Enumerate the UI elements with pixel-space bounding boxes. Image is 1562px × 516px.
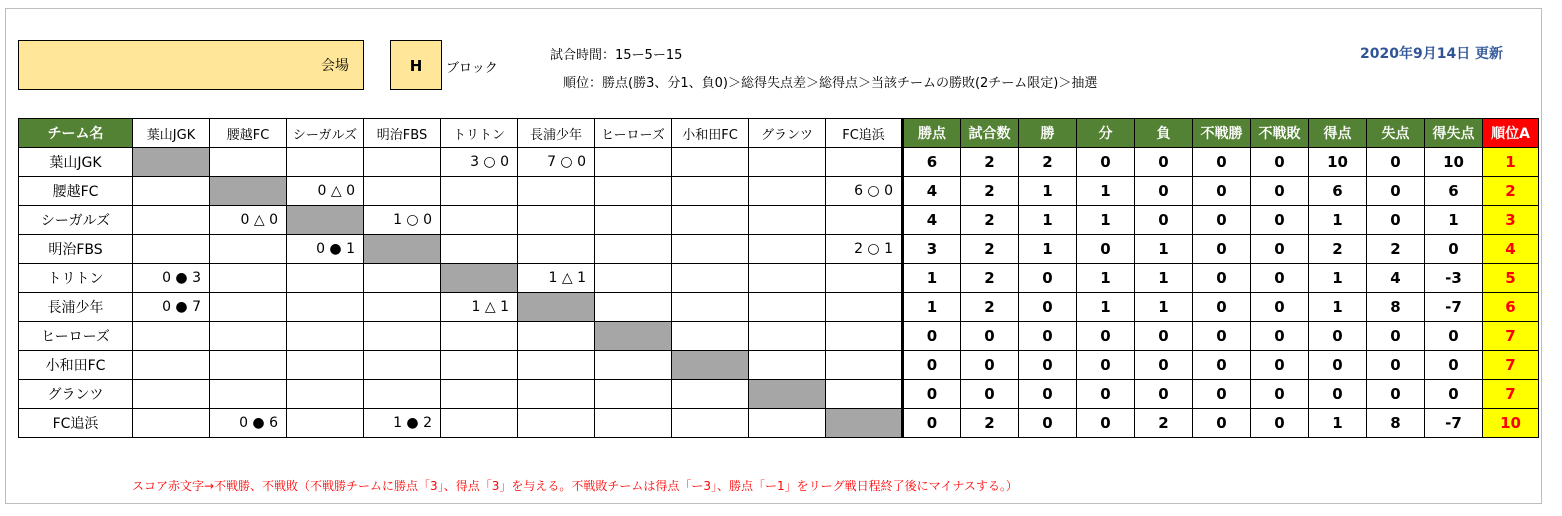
stat-cell: 1 [1135, 264, 1193, 293]
venue-label: 会場 [321, 58, 349, 74]
stat-cell: 0 [1251, 177, 1309, 206]
result-cell [672, 409, 749, 438]
stat-cell: 0 [1193, 148, 1251, 177]
table-row [19, 351, 1539, 380]
table-row [19, 380, 1539, 409]
team-name-cell: シーガルズ [19, 206, 133, 235]
stat-cell: 0 [1309, 322, 1367, 351]
stat-cell: 6 [1425, 177, 1483, 206]
league-table [18, 118, 1539, 438]
stat-cell: 4 [1367, 264, 1425, 293]
result-cell [826, 322, 903, 351]
result-cell [364, 380, 441, 409]
result-cell: 7 ○ 0 [518, 148, 595, 177]
stat-cell: 0 [1425, 322, 1483, 351]
stat-cell: 0 [1367, 177, 1425, 206]
stat-cell: 1 [1309, 293, 1367, 322]
stat-header-wins: 勝 [1019, 119, 1077, 148]
stat-cell: 4 [903, 206, 961, 235]
result-cell [826, 148, 903, 177]
stat-cell: 0 [1425, 351, 1483, 380]
result-cell: 1 △ 1 [518, 264, 595, 293]
match-time: 試合時間：15ー5ー15 [550, 48, 683, 63]
stat-cell: 0 [1135, 206, 1193, 235]
stat-cell: -7 [1425, 409, 1483, 438]
stat-cell: 10 [1425, 148, 1483, 177]
rank-cell: 3 [1483, 206, 1539, 235]
result-cell [210, 235, 287, 264]
table-row [19, 206, 1539, 235]
result-cell [518, 409, 595, 438]
stat-cell: 0 [1193, 293, 1251, 322]
self-match-cell [441, 264, 518, 293]
stat-cell: 0 [1019, 264, 1077, 293]
result-cell [287, 380, 364, 409]
result-cell [441, 409, 518, 438]
stat-cell: 1 [1309, 264, 1367, 293]
stat-cell: 0 [1251, 380, 1309, 409]
result-cell [210, 351, 287, 380]
stat-cell: 0 [1425, 235, 1483, 264]
result-cell [518, 206, 595, 235]
stat-cell: 0 [1077, 148, 1135, 177]
stat-cell: 0 [903, 380, 961, 409]
stat-cell: 0 [1251, 264, 1309, 293]
team-name-cell: FC追浜 [19, 409, 133, 438]
stat-cell: 0 [1251, 206, 1309, 235]
result-cell [364, 177, 441, 206]
opponent-header: 明治FBS [364, 119, 441, 148]
stat-cell: 0 [1251, 409, 1309, 438]
stat-cell: 0 [903, 409, 961, 438]
stat-cell: 0 [1135, 351, 1193, 380]
stat-cell: 0 [961, 380, 1019, 409]
stat-cell: 2 [961, 409, 1019, 438]
stat-cell: 0 [1135, 322, 1193, 351]
stat-cell: 0 [1367, 380, 1425, 409]
stat-cell: 0 [1251, 235, 1309, 264]
result-cell [287, 148, 364, 177]
stat-cell: 1 [1077, 206, 1135, 235]
result-cell [364, 148, 441, 177]
stat-cell: 2 [1135, 409, 1193, 438]
opponent-header: FC追浜 [826, 119, 903, 148]
result-cell [133, 380, 210, 409]
self-match-cell [595, 322, 672, 351]
result-cell [210, 380, 287, 409]
stat-cell: 0 [1019, 380, 1077, 409]
stat-cell: 1 [1077, 293, 1135, 322]
result-cell [133, 322, 210, 351]
stat-cell: 0 [1077, 380, 1135, 409]
stat-cell: 6 [1309, 177, 1367, 206]
stat-cell: 0 [1135, 148, 1193, 177]
result-cell [672, 293, 749, 322]
stat-cell: 0 [1193, 380, 1251, 409]
stat-cell: 0 [1367, 351, 1425, 380]
stat-cell: 0 [1367, 206, 1425, 235]
stat-cell: 0 [1019, 351, 1077, 380]
stat-cell: 0 [1251, 351, 1309, 380]
stat-cell: -3 [1425, 264, 1483, 293]
table-row [19, 177, 1539, 206]
self-match-cell [210, 177, 287, 206]
self-match-cell [287, 206, 364, 235]
stat-header-goal-diff: 得失点 [1425, 119, 1483, 148]
result-cell [287, 351, 364, 380]
result-cell [672, 148, 749, 177]
result-cell: 0 △ 0 [210, 206, 287, 235]
rank-cell: 7 [1483, 351, 1539, 380]
result-cell [518, 322, 595, 351]
stat-cell: 1 [1309, 409, 1367, 438]
stat-cell: 1 [1077, 264, 1135, 293]
stat-cell: 1 [1019, 235, 1077, 264]
stat-cell: 2 [961, 177, 1019, 206]
opponent-header: シーガルズ [287, 119, 364, 148]
stat-cell: 0 [1193, 206, 1251, 235]
opponent-header: 小和田FC [672, 119, 749, 148]
stat-cell: 0 [1367, 322, 1425, 351]
result-cell [672, 177, 749, 206]
self-match-cell [364, 235, 441, 264]
result-cell [672, 322, 749, 351]
stat-header-forfeit-losses: 不戦敗 [1251, 119, 1309, 148]
stat-cell: 1 [1309, 206, 1367, 235]
stat-cell: 1 [1077, 177, 1135, 206]
result-cell [749, 177, 826, 206]
result-cell [287, 264, 364, 293]
result-cell [518, 177, 595, 206]
result-cell [441, 206, 518, 235]
self-match-cell [518, 293, 595, 322]
stat-cell: 2 [961, 206, 1019, 235]
table-row [19, 264, 1539, 293]
footnote: スコア赤文字→不戦勝、不戦敗（不戦勝チームに勝点「3」、得点「3」を与える。不戦敗チームは得点「ー3」、勝点「ー1」をリーグ戦日程終了後にマイナスする。） [132, 479, 1018, 493]
team-name-cell: 葉山JGK [19, 148, 133, 177]
result-cell: 0 ● 6 [210, 409, 287, 438]
table-row [19, 409, 1539, 438]
rank-cell: 1 [1483, 148, 1539, 177]
self-match-cell [749, 380, 826, 409]
opponent-header: 葉山JGK [133, 119, 210, 148]
result-cell: 0 △ 0 [287, 177, 364, 206]
stat-cell: 0 [1019, 293, 1077, 322]
team-name-cell: グランツ [19, 380, 133, 409]
stat-cell: 10 [1309, 148, 1367, 177]
result-cell [826, 380, 903, 409]
rank-cell: 10 [1483, 409, 1539, 438]
stat-header-losses: 負 [1135, 119, 1193, 148]
stat-cell: 1 [1135, 293, 1193, 322]
result-cell [826, 206, 903, 235]
result-cell [287, 322, 364, 351]
result-cell [749, 293, 826, 322]
result-cell [133, 206, 210, 235]
result-cell [210, 322, 287, 351]
result-cell [595, 206, 672, 235]
result-cell [595, 351, 672, 380]
stat-cell: 0 [1077, 322, 1135, 351]
result-cell: 3 ○ 0 [441, 148, 518, 177]
stat-cell: 2 [961, 235, 1019, 264]
stat-cell: 0 [1309, 351, 1367, 380]
result-cell [364, 322, 441, 351]
rank-cell: 7 [1483, 380, 1539, 409]
stat-cell: 2 [1367, 235, 1425, 264]
result-cell [826, 264, 903, 293]
result-cell [672, 380, 749, 409]
stat-header-goals-against: 失点 [1367, 119, 1425, 148]
result-cell [672, 264, 749, 293]
result-cell [518, 380, 595, 409]
table-row [19, 148, 1539, 177]
result-cell [133, 409, 210, 438]
stat-cell: 0 [903, 322, 961, 351]
stat-header-draws: 分 [1077, 119, 1135, 148]
table-row [19, 235, 1539, 264]
result-cell [749, 322, 826, 351]
stat-cell: 0 [1135, 380, 1193, 409]
stat-cell: 1 [1019, 206, 1077, 235]
ranking-rule: 順位：勝点(勝3、分1、負0)＞総得失点差＞総得点＞当該チームの勝敗(2チーム限定)＞抽選 [563, 76, 1098, 91]
opponent-header: 長浦少年 [518, 119, 595, 148]
stat-cell: 0 [1193, 322, 1251, 351]
self-match-cell [672, 351, 749, 380]
result-cell [672, 206, 749, 235]
result-cell [441, 322, 518, 351]
stat-cell: 0 [1019, 322, 1077, 351]
rank-cell: 7 [1483, 322, 1539, 351]
table-row [19, 322, 1539, 351]
rank-cell: 2 [1483, 177, 1539, 206]
result-cell [595, 264, 672, 293]
result-cell [595, 235, 672, 264]
venue-box [18, 40, 364, 90]
header-row [19, 119, 1539, 148]
stat-cell: 0 [1251, 322, 1309, 351]
stat-cell: 0 [1135, 177, 1193, 206]
opponent-header: ヒーローズ [595, 119, 672, 148]
stat-cell: 1 [1425, 206, 1483, 235]
stat-cell: 0 [1251, 148, 1309, 177]
result-cell [364, 293, 441, 322]
stat-cell: 0 [1193, 177, 1251, 206]
result-cell: 1 ○ 0 [364, 206, 441, 235]
stat-cell: 1 [903, 264, 961, 293]
team-name-cell: 明治FBS [19, 235, 133, 264]
stat-header-games: 試合数 [961, 119, 1019, 148]
result-cell [364, 264, 441, 293]
stat-header-points: 勝点 [903, 119, 961, 148]
result-cell: 0 ● 3 [133, 264, 210, 293]
result-cell [441, 177, 518, 206]
stat-cell: 0 [1193, 264, 1251, 293]
stat-cell: 0 [1193, 351, 1251, 380]
stat-cell: 1 [903, 293, 961, 322]
result-cell [287, 409, 364, 438]
team-name-cell: 長浦少年 [19, 293, 133, 322]
stat-cell: 0 [1425, 380, 1483, 409]
team-name-header: チーム名 [19, 119, 133, 148]
stat-cell: 2 [1019, 148, 1077, 177]
opponent-header: グランツ [749, 119, 826, 148]
stat-cell: 2 [961, 148, 1019, 177]
updated-date: 2020年9月14日 更新 [1360, 46, 1504, 62]
stat-cell: -7 [1425, 293, 1483, 322]
block-letter: H [390, 40, 442, 90]
stat-cell: 1 [1135, 235, 1193, 264]
table-body [19, 148, 1539, 438]
rank-cell: 4 [1483, 235, 1539, 264]
result-cell [595, 293, 672, 322]
stat-cell: 0 [1193, 235, 1251, 264]
result-cell: 2 ○ 1 [826, 235, 903, 264]
stat-cell: 0 [903, 351, 961, 380]
result-cell [595, 380, 672, 409]
team-name-cell: 腰越FC [19, 177, 133, 206]
rank-cell: 5 [1483, 264, 1539, 293]
result-cell [441, 380, 518, 409]
result-cell [133, 235, 210, 264]
stat-cell: 0 [1077, 351, 1135, 380]
stat-cell: 8 [1367, 409, 1425, 438]
result-cell [595, 148, 672, 177]
opponent-header: 腰越FC [210, 119, 287, 148]
result-cell [749, 148, 826, 177]
stat-cell: 0 [1077, 409, 1135, 438]
stat-header-goals-for: 得点 [1309, 119, 1367, 148]
rank-cell: 6 [1483, 293, 1539, 322]
result-cell [441, 235, 518, 264]
stat-cell: 0 [1367, 148, 1425, 177]
result-cell [749, 409, 826, 438]
team-name-cell: ヒーローズ [19, 322, 133, 351]
stat-cell: 2 [1309, 235, 1367, 264]
stat-cell: 0 [1019, 409, 1077, 438]
result-cell [210, 293, 287, 322]
team-name-cell: 小和田FC [19, 351, 133, 380]
result-cell [518, 235, 595, 264]
result-cell: 0 ● 1 [287, 235, 364, 264]
result-cell [672, 235, 749, 264]
self-match-cell [133, 148, 210, 177]
result-cell [364, 351, 441, 380]
result-cell [826, 351, 903, 380]
result-cell [595, 409, 672, 438]
stat-cell: 0 [1193, 409, 1251, 438]
stat-header-forfeit-wins: 不戦勝 [1193, 119, 1251, 148]
stat-cell: 4 [903, 177, 961, 206]
table-row [19, 293, 1539, 322]
result-cell [595, 177, 672, 206]
result-cell [441, 351, 518, 380]
stat-cell: 3 [903, 235, 961, 264]
result-cell [133, 177, 210, 206]
team-name-cell: トリトン [19, 264, 133, 293]
result-cell [749, 235, 826, 264]
stat-cell: 2 [961, 293, 1019, 322]
result-cell [826, 293, 903, 322]
result-cell [133, 351, 210, 380]
result-cell: 6 ○ 0 [826, 177, 903, 206]
result-cell [210, 264, 287, 293]
result-cell: 0 ● 7 [133, 293, 210, 322]
stat-cell: 0 [1077, 235, 1135, 264]
stat-cell: 8 [1367, 293, 1425, 322]
stat-cell: 0 [961, 351, 1019, 380]
stat-cell: 1 [1019, 177, 1077, 206]
block-label: ブロック [446, 61, 498, 76]
result-cell [749, 264, 826, 293]
opponent-header: トリトン [441, 119, 518, 148]
self-match-cell [826, 409, 903, 438]
stat-header-rank: 順位A [1483, 119, 1539, 148]
stat-cell: 6 [903, 148, 961, 177]
stat-cell: 0 [1309, 380, 1367, 409]
result-cell [287, 293, 364, 322]
result-cell [749, 351, 826, 380]
result-cell [749, 206, 826, 235]
result-cell: 1 △ 1 [441, 293, 518, 322]
stat-cell: 0 [961, 322, 1019, 351]
result-cell [518, 351, 595, 380]
result-cell [210, 148, 287, 177]
stat-cell: 2 [961, 264, 1019, 293]
stat-cell: 0 [1251, 293, 1309, 322]
result-cell: 1 ● 2 [364, 409, 441, 438]
